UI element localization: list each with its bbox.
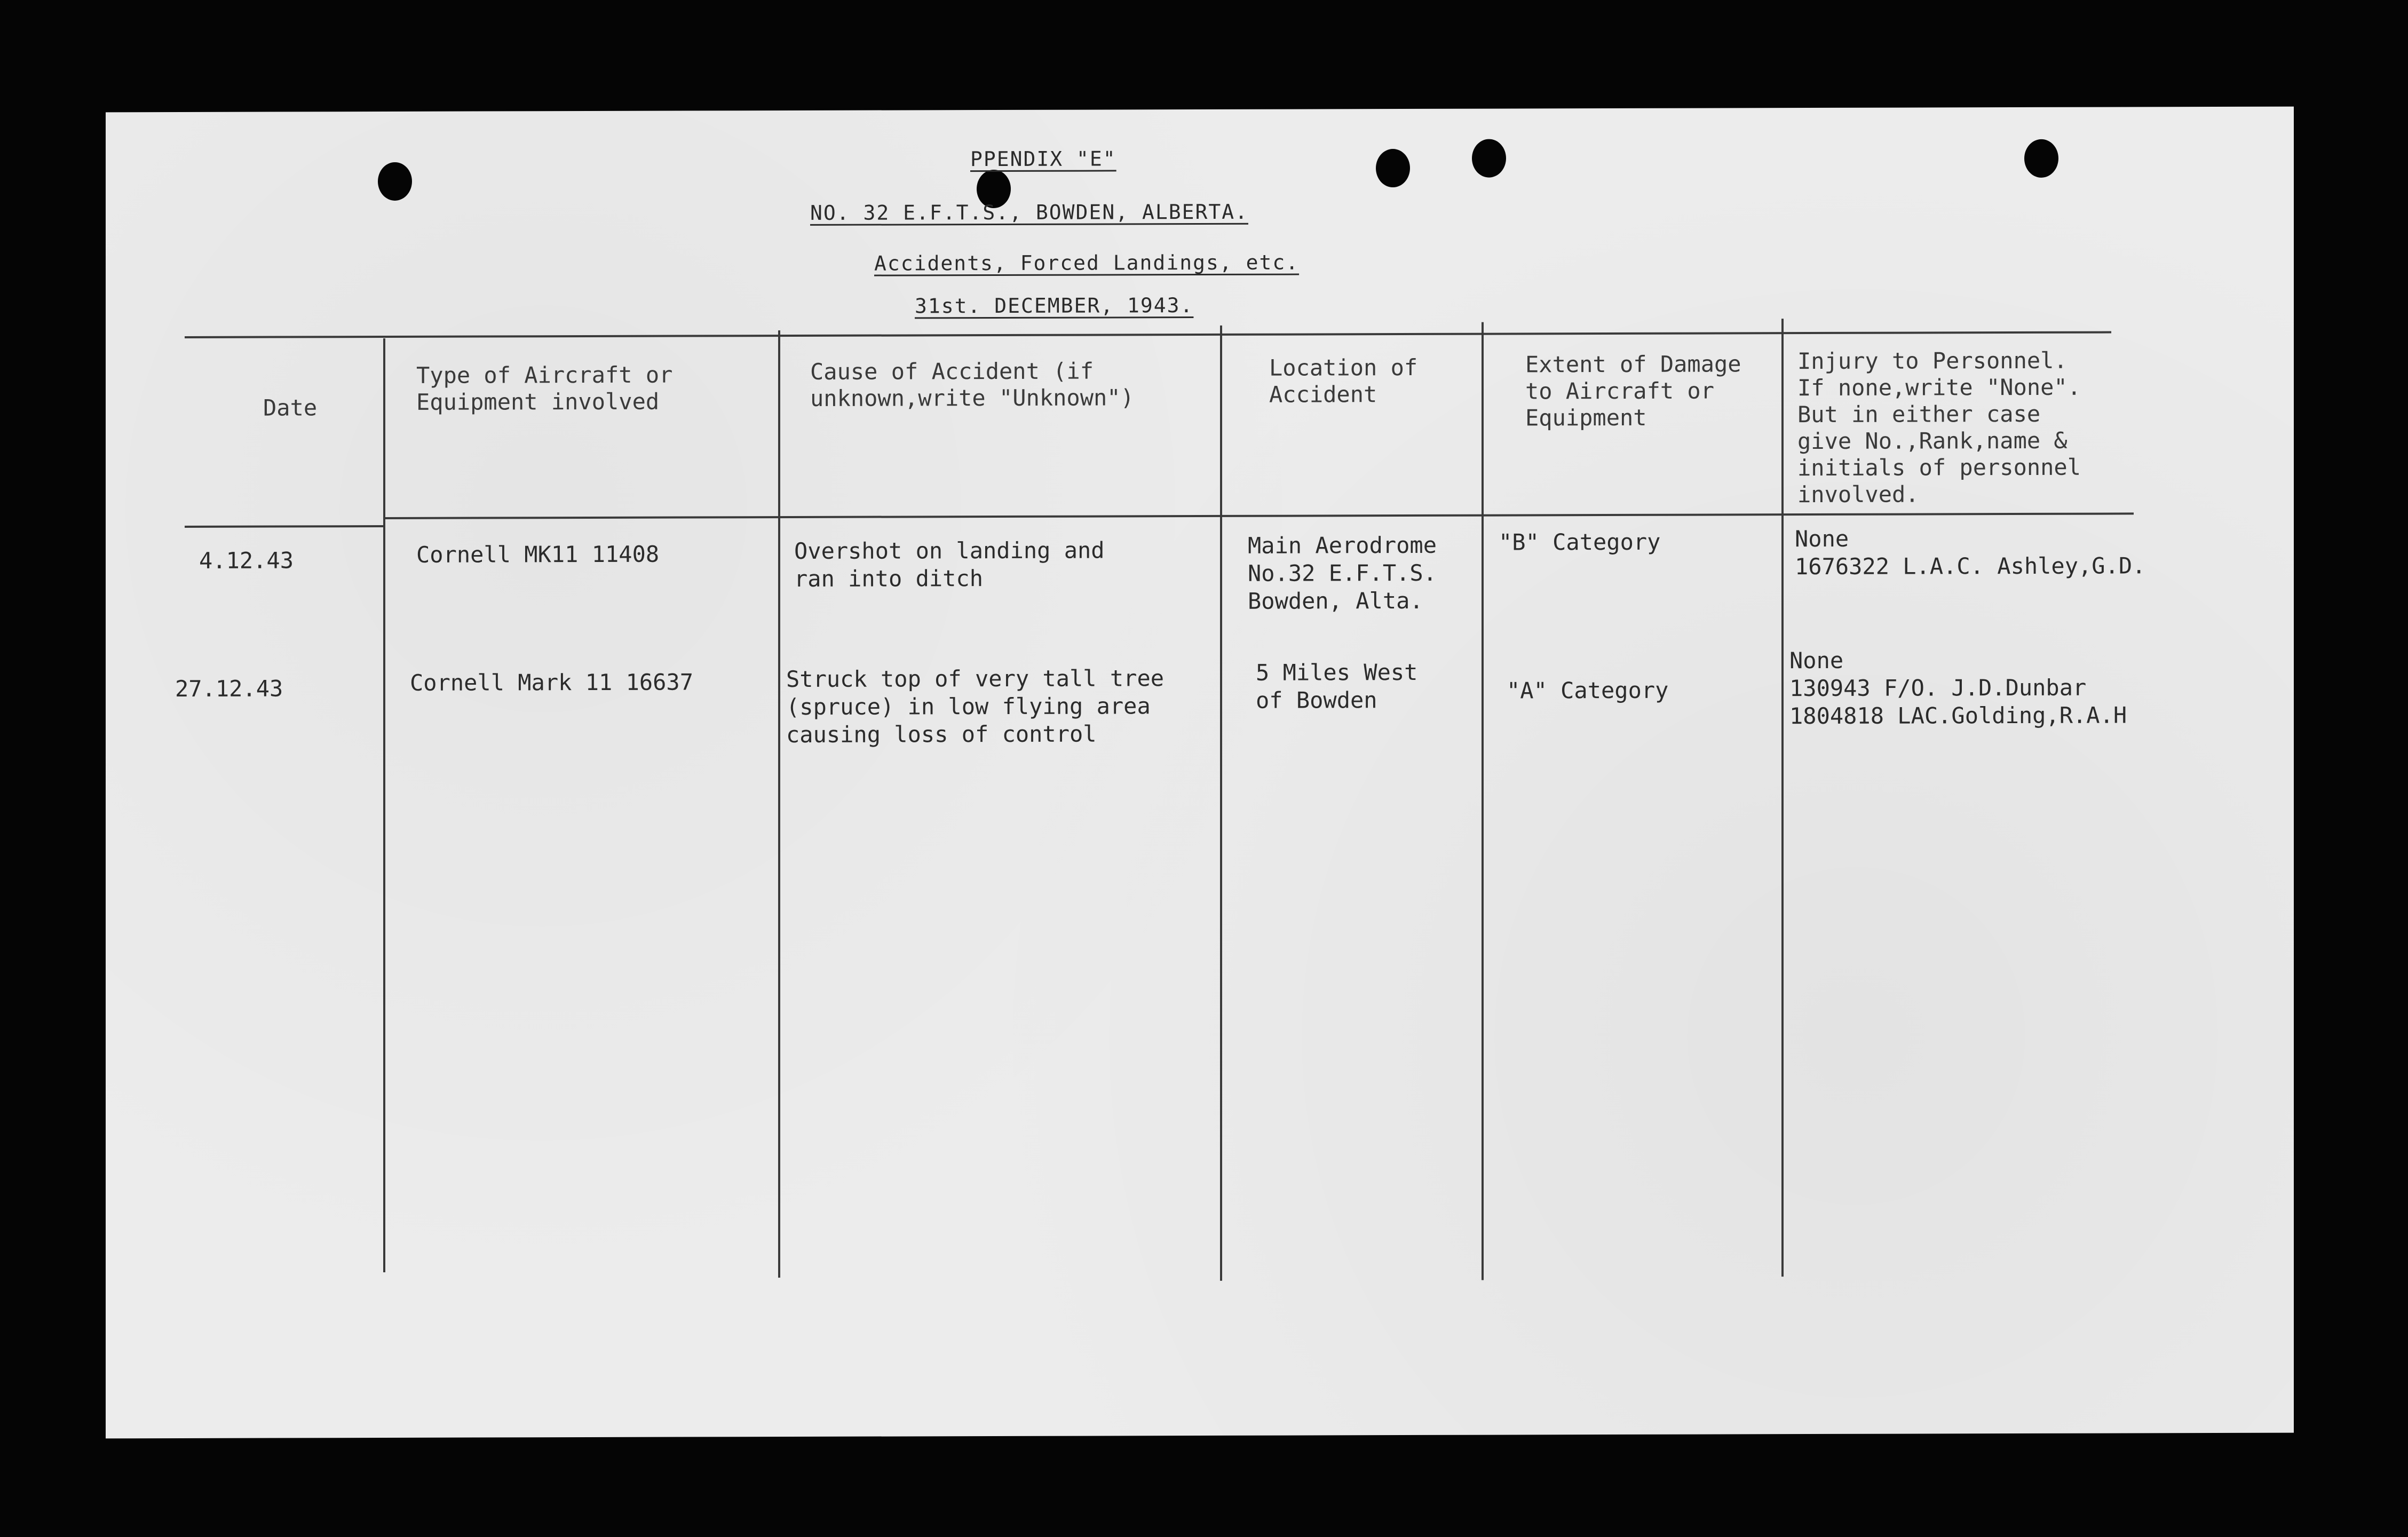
table-cell-injury: None 1676322 L.A.C. Ashley,G.D. <box>1795 525 2146 580</box>
table-cell-cause: Struck top of very tall tree (spruce) in low flying area causing loss of control <box>786 665 1165 748</box>
column-header-date: Date <box>263 394 318 421</box>
column-divider <box>1220 326 1222 1281</box>
column-header-damage: Extent of Damage to Aircraft or Equipment <box>1525 351 1741 431</box>
unit-heading: NO. 32 E.F.T.S., BOWDEN, ALBERTA. <box>810 200 1248 225</box>
report-date: 31st. DECEMBER, 1943. <box>915 294 1194 318</box>
document-page <box>106 107 2294 1439</box>
table-top-rule <box>185 331 2111 338</box>
appendix-heading: PPENDIX "E" <box>970 147 1116 171</box>
table-cell-aircraft: Cornell Mark 11 16637 <box>410 669 694 696</box>
table-cell-date: 27.12.43 <box>175 675 283 702</box>
punch-hole <box>1376 149 1410 187</box>
table-cell-injury: None 130943 F/O. J.D.Dunbar 1804818 LAC.Golding,R.A.H <box>1789 647 2127 730</box>
table-cell-damage: "A" Category <box>1507 677 1669 704</box>
table-cell-location: 5 Miles West of Bowden <box>1256 659 1418 714</box>
column-header-location: Location of Accident <box>1269 354 1418 408</box>
table-cell-aircraft: Cornell MK11 11408 <box>416 541 660 568</box>
column-divider <box>383 338 385 1272</box>
header-bottom-rule <box>383 512 2134 519</box>
column-header-cause: Cause of Accident (if unknown,write "Unknown") <box>810 358 1134 411</box>
punch-hole <box>1472 139 1506 177</box>
punch-hole <box>2024 139 2058 178</box>
table-cell-damage: "B" Category <box>1499 528 1661 556</box>
column-divider <box>1482 322 1484 1280</box>
punch-hole <box>378 162 412 201</box>
date-header-rule <box>185 525 383 528</box>
column-header-injury: Injury to Personnel. If none,write "None". But in either case give No.,Rank,name & initials of personnel involved. <box>1797 347 2081 508</box>
column-divider <box>778 330 780 1278</box>
subject-heading: Accidents, Forced Landings, etc. <box>874 250 1300 275</box>
column-header-aircraft: Type of Aircraft or Equipment involved <box>416 361 673 415</box>
table-cell-date: 4.12.43 <box>199 547 294 574</box>
column-divider <box>1781 319 1784 1277</box>
table-cell-location: Main Aerodrome No.32 E.F.T.S. Bowden, Alta. <box>1248 532 1437 614</box>
table-cell-cause: Overshot on landing and ran into ditch <box>794 537 1105 592</box>
